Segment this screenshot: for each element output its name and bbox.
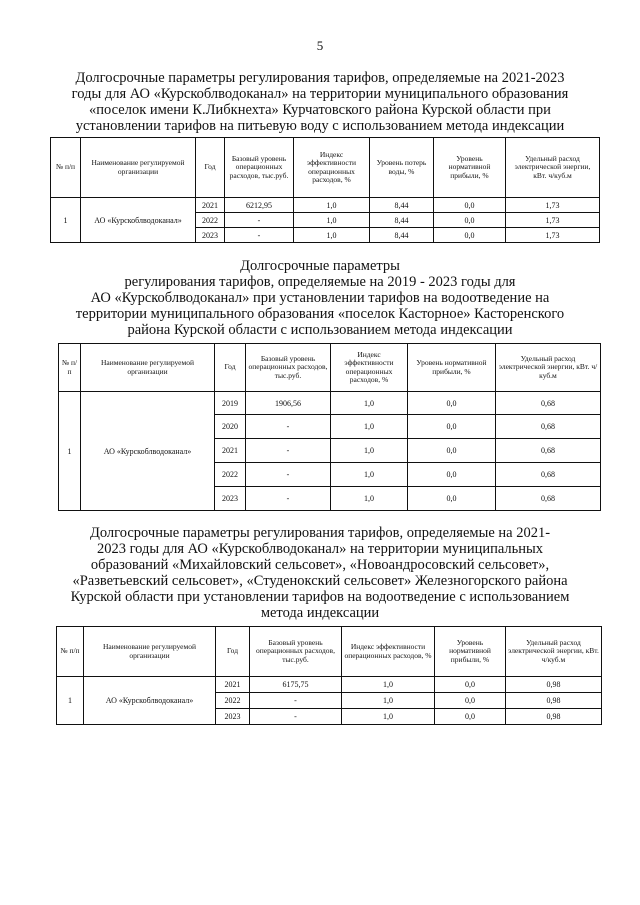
cell-base: - xyxy=(246,487,331,511)
cell-org-name: АО «Курскоблводоканал» xyxy=(84,677,216,725)
table-header-row xyxy=(57,627,602,677)
cell-energy: 0,68 xyxy=(496,439,601,463)
header-no: № п/ п xyxy=(59,344,81,392)
cell-base: 6212,95 xyxy=(225,198,294,213)
header-year: Год xyxy=(196,138,225,198)
cell-energy: 0,68 xyxy=(496,463,601,487)
table-row xyxy=(57,677,602,693)
cell-row-no: 1 xyxy=(59,392,81,511)
heading-line: «поселок имени К.Либкнехта» Курчатовского района Курской области при xyxy=(89,102,551,118)
cell-base: - xyxy=(250,693,342,709)
header-loss: Уровень потерь воды, % xyxy=(370,138,434,198)
cell-org-name: АО «Курскоблводоканал» xyxy=(81,392,215,511)
cell-base: - xyxy=(246,463,331,487)
cell-index: 1,0 xyxy=(342,709,435,725)
cell-profit: 0,0 xyxy=(434,198,506,213)
cell-index: 1,0 xyxy=(294,228,370,243)
header-base: Базовый уровень операционных расходов, тыс.руб. xyxy=(246,344,331,392)
heading-line: метода индексации xyxy=(260,605,380,621)
cell-year: 2023 xyxy=(215,487,246,511)
cell-profit: 0,0 xyxy=(408,415,496,439)
cell-energy: 1,73 xyxy=(506,213,600,228)
cell-row-no: 1 xyxy=(57,677,84,725)
cell-index: 1,0 xyxy=(294,213,370,228)
header-no: № п/п xyxy=(57,627,84,677)
cell-loss: 8,44 xyxy=(370,198,434,213)
cell-loss: 8,44 xyxy=(370,213,434,228)
heading-line: АО «Курскоблводоканал» при установлении тарифов на водоотведение на xyxy=(90,290,550,306)
header-no: № п/п xyxy=(51,138,81,198)
heading-line: образований «Михайловский сельсовет», «Новоандросовский сельсовет», xyxy=(90,557,550,573)
heading-line: годы для АО «Курскоблводоканал» на территории муниципального образования xyxy=(71,86,569,102)
page-number: 5 xyxy=(316,38,324,53)
cell-index: 1,0 xyxy=(331,463,408,487)
cell-loss: 8,44 xyxy=(370,228,434,243)
header-year: Год xyxy=(215,344,246,392)
heading-line: Долгосрочные параметры регулирования тарифов, определяемые на 2021- xyxy=(89,525,551,541)
heading-line: территории муниципального образования «поселок Касторное» Касторенского xyxy=(75,306,565,322)
section3-heading xyxy=(0,525,640,621)
header-index: Индекс эффективности операционных расходов, % xyxy=(342,627,435,677)
cell-year: 2021 xyxy=(196,198,225,213)
table-drinking-water xyxy=(50,137,600,243)
header-profit: Уровень нормативной прибыли, % xyxy=(408,344,496,392)
heading-line: 2023 годы для АО «Курскоблводоканал» на территории муниципальных xyxy=(96,541,544,557)
cell-year: 2022 xyxy=(215,463,246,487)
cell-index: 1,0 xyxy=(342,677,435,693)
cell-profit: 0,0 xyxy=(434,228,506,243)
heading-line: Долгосрочные параметры xyxy=(240,258,400,274)
heading-line: «Разветьевский сельсовет», «Студенокский сельсовет» Железногорского района xyxy=(72,573,568,589)
cell-profit: 0,0 xyxy=(408,392,496,415)
heading-line: района Курской области с использованием метода индексации xyxy=(127,322,513,338)
cell-index: 1,0 xyxy=(342,693,435,709)
table-wastewater-zheleznogorsk xyxy=(56,626,602,725)
cell-profit: 0,0 xyxy=(408,439,496,463)
cell-year: 2020 xyxy=(215,415,246,439)
cell-index: 1,0 xyxy=(294,198,370,213)
cell-profit: 0,0 xyxy=(434,213,506,228)
header-base: Базовый уровень операционных расходов, тыс.руб. xyxy=(225,138,294,198)
cell-index: 1,0 xyxy=(331,487,408,511)
cell-base: - xyxy=(250,709,342,725)
header-profit: Уровень нормативной прибыли, % xyxy=(435,627,506,677)
cell-org-name: АО «Курскоблводоканал» xyxy=(81,198,196,243)
cell-year: 2019 xyxy=(215,392,246,415)
cell-year: 2021 xyxy=(215,439,246,463)
cell-energy: 1,73 xyxy=(506,198,600,213)
cell-base: - xyxy=(225,213,294,228)
cell-profit: 0,0 xyxy=(435,693,506,709)
cell-base: 1906,56 xyxy=(246,392,331,415)
table-wastewater-kastornoe xyxy=(58,343,601,511)
cell-row-no: 1 xyxy=(51,198,81,243)
cell-profit: 0,0 xyxy=(408,487,496,511)
heading-line: Курской области при установлении тарифов на водоотведение с использованием xyxy=(70,589,570,605)
header-energy: Удельный расход электрической энергии, кВт. ч/куб.м xyxy=(506,138,600,198)
cell-energy: 0,68 xyxy=(496,487,601,511)
header-index: Индекс эффективности операционных расходов, % xyxy=(294,138,370,198)
header-energy: Удельный расход электрической энергии, кВт. ч/куб.м xyxy=(506,627,602,677)
table-header-row xyxy=(51,138,600,198)
section1-heading xyxy=(0,70,640,134)
section2-heading xyxy=(0,258,640,338)
heading-line: установлении тарифов на питьевую воду с использованием метода индексации xyxy=(75,118,565,134)
cell-energy: 0,98 xyxy=(506,677,602,693)
cell-energy: 0,98 xyxy=(506,693,602,709)
cell-base: 6175,75 xyxy=(250,677,342,693)
header-org: Наименование регулируемой организации xyxy=(81,344,215,392)
header-base: Базовый уровень операционных расходов, тыс.руб. xyxy=(250,627,342,677)
header-org: Наименование регулируемой организации xyxy=(81,138,196,198)
table-row xyxy=(59,392,601,415)
header-index: Индекс эффективности операционных расходов, % xyxy=(331,344,408,392)
header-energy: Удельный расход электрической энергии, кВт. ч/куб.м xyxy=(496,344,601,392)
table-row xyxy=(51,198,600,213)
cell-base: - xyxy=(225,228,294,243)
cell-base: - xyxy=(246,415,331,439)
heading-line: Долгосрочные параметры регулирования тарифов, определяемые на 2021-2023 xyxy=(75,70,565,86)
cell-year: 2021 xyxy=(216,677,250,693)
cell-energy: 0,98 xyxy=(506,709,602,725)
cell-energy: 1,73 xyxy=(506,228,600,243)
cell-index: 1,0 xyxy=(331,439,408,463)
cell-base: - xyxy=(246,439,331,463)
cell-index: 1,0 xyxy=(331,415,408,439)
cell-year: 2023 xyxy=(216,709,250,725)
cell-energy: 0,68 xyxy=(496,415,601,439)
cell-year: 2022 xyxy=(216,693,250,709)
cell-year: 2023 xyxy=(196,228,225,243)
table-header-row xyxy=(59,344,601,392)
heading-line: регулирования тарифов, определяемые на 2019 - 2023 годы для xyxy=(124,274,516,290)
cell-profit: 0,0 xyxy=(435,709,506,725)
header-profit: Уровень нормативной прибыли, % xyxy=(434,138,506,198)
cell-profit: 0,0 xyxy=(435,677,506,693)
cell-index: 1,0 xyxy=(331,392,408,415)
cell-energy: 0,68 xyxy=(496,392,601,415)
cell-year: 2022 xyxy=(196,213,225,228)
header-year: Год xyxy=(216,627,250,677)
cell-profit: 0,0 xyxy=(408,463,496,487)
header-org: Наименование регулируемой организации xyxy=(84,627,216,677)
